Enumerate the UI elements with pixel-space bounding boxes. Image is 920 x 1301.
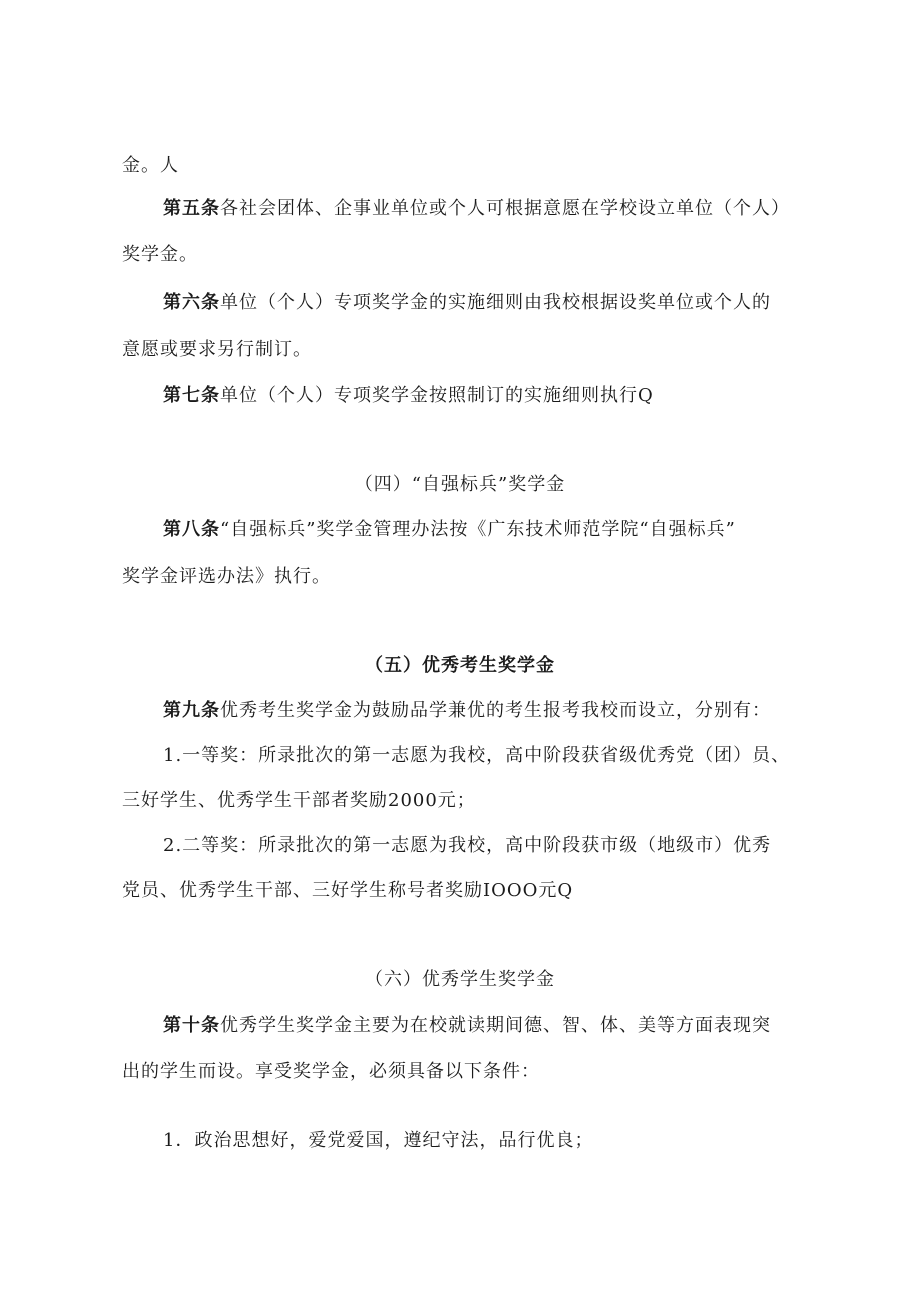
article-5-label: 第五条 [163,198,220,219]
article-8-label: 第八条 [163,519,220,540]
prize-item-2-line-1: 2.二等奖：所录批次的第一志愿为我校，高中阶段获市级（地级市）优秀 [163,835,772,856]
article-10-line-2: 出的学生而设。享受奖学金，必须具备以下条件： [122,1061,540,1082]
article-9-label: 第九条 [163,700,220,721]
article-7-label: 第七条 [163,385,220,406]
article-7-line-1: 第七条单位（个人）专项奖学金按照制订的实施细则执行Q [163,385,654,406]
prize-item-1-line-1: 1.一等奖：所录批次的第一志愿为我校，高中阶段获省级优秀党（团）员、 [163,745,791,766]
article-8-line-2: 奖学金评选办法》执行。 [122,566,331,587]
section-4-heading: （四）“自强标兵”奖学金 [354,474,566,495]
paragraph-continuation: 金。人 [122,155,179,176]
article-5-line-1: 第五条各社会团体、企事业单位或个人可根据意愿在学校设立单位（个人） [163,198,790,219]
prize-item-1-line-2: 三好学生、优秀学生干部者奖励2000元； [122,790,476,811]
article-10-line-1: 第十条优秀学生奖学金主要为在校就读期间德、智、体、美等方面表现突 [163,1015,771,1036]
article-6-line-1: 第六条单位（个人）专项奖学金的实施细则由我校根据设奖单位或个人的 [163,292,771,313]
prize-item-2-line-2: 党员、优秀学生干部、三好学生称号者奖励IOOO元Q [122,880,574,901]
section-6-heading: （六）优秀学生奖学金 [365,969,555,990]
article-10-label: 第十条 [163,1015,220,1036]
article-6-label: 第六条 [163,292,220,313]
article-6-line-2: 意愿或要求另行制订。 [122,339,312,360]
condition-1-line: 1．政治思想好，爱党爱国，遵纪守法，品行优良； [163,1130,594,1151]
article-8-line-1: 第八条“自强标兵”奖学金管理办法按《广东技术师范学院“自强标兵” [163,519,736,540]
section-5-heading: （五）优秀考生奖学金 [365,655,555,676]
article-5-line-2: 奖学金。 [122,244,198,265]
article-9-line-1: 第九条优秀考生奖学金为鼓励品学兼优的考生报考我校而设立，分别有： [163,700,771,721]
